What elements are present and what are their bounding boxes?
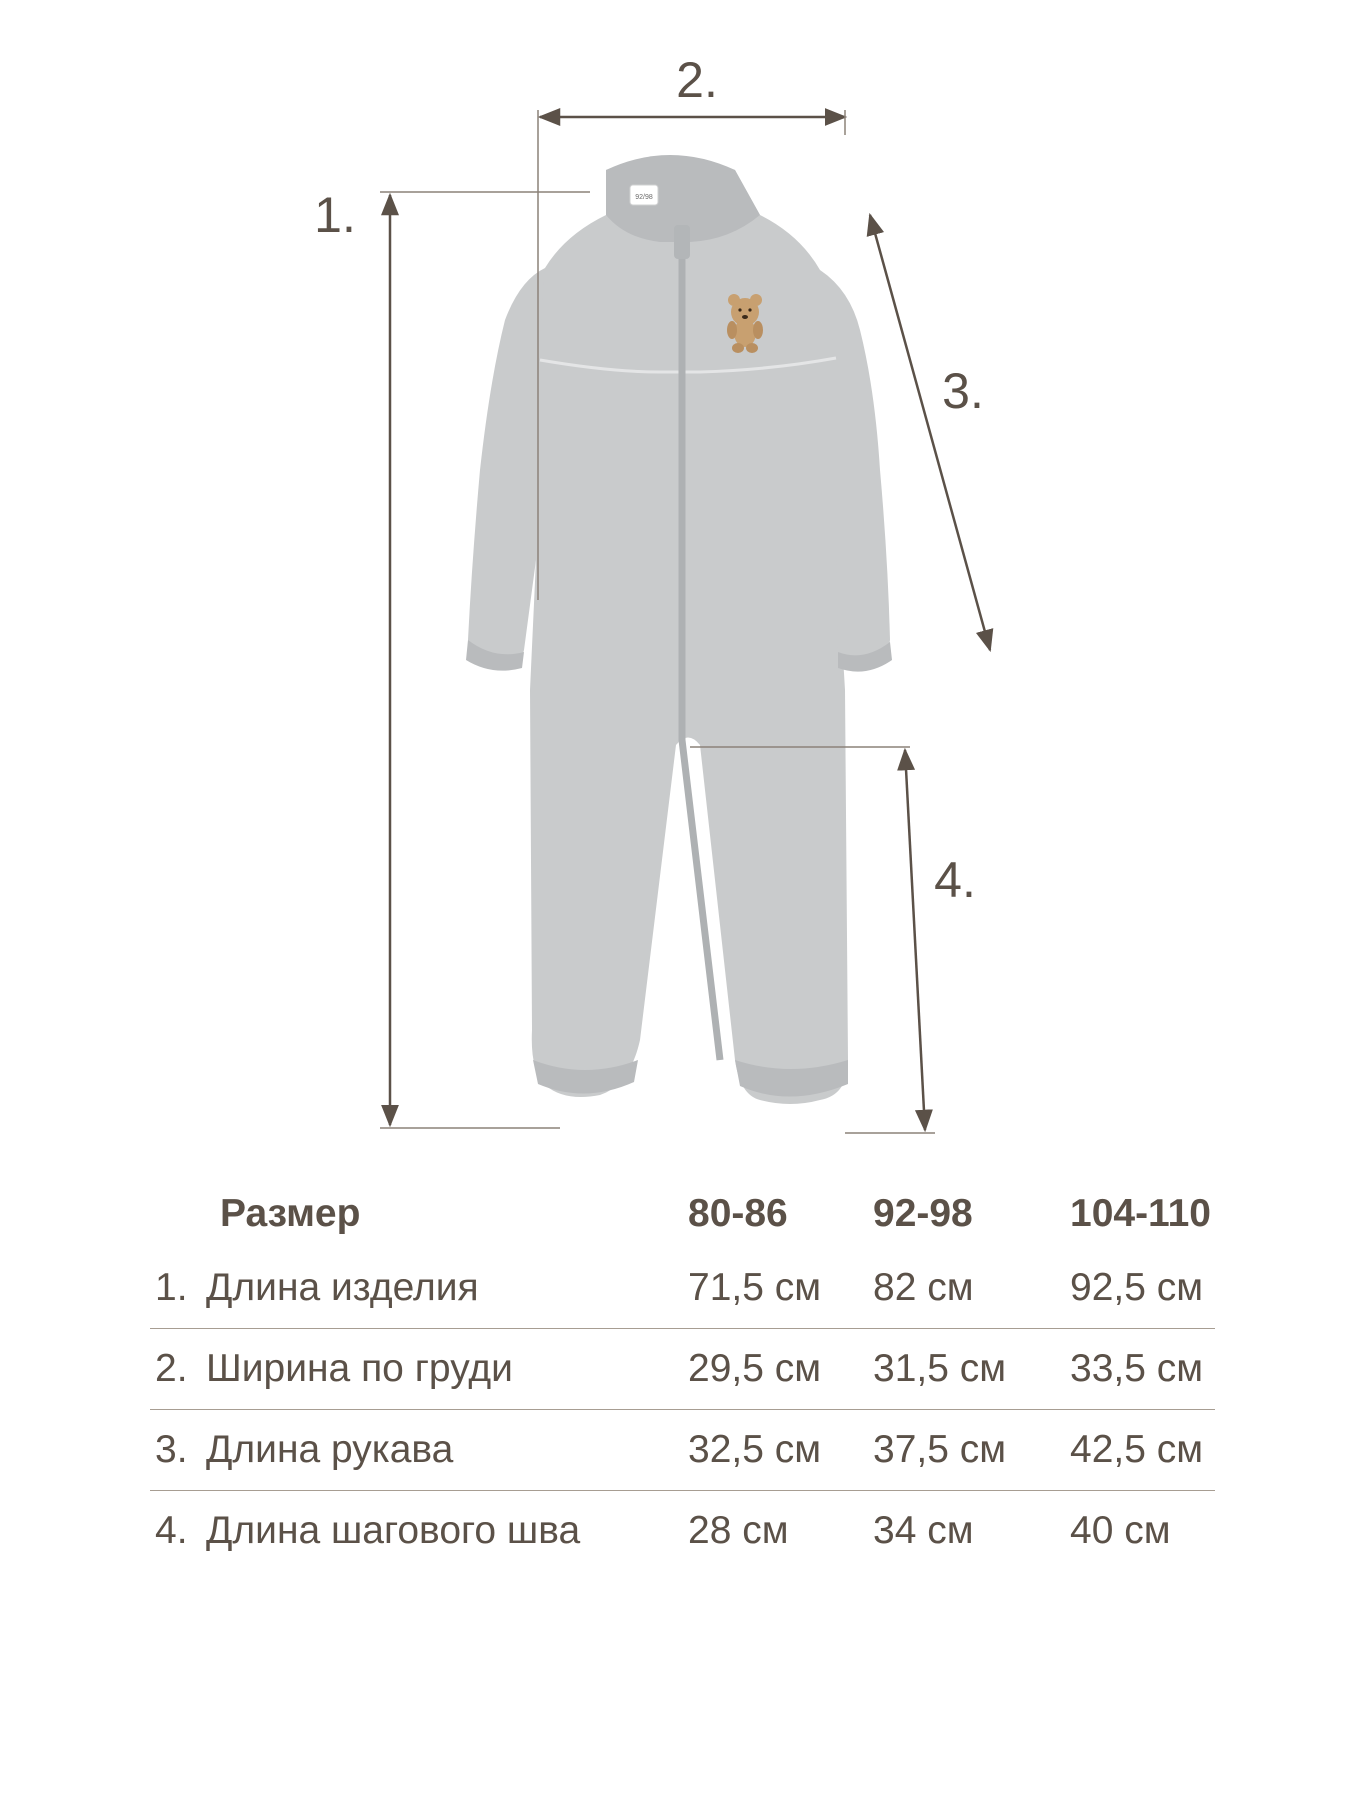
table-row	[150, 1410, 1215, 1491]
row-number: 3.	[155, 1428, 188, 1471]
header-size-2: 92-98	[873, 1192, 973, 1235]
row-value: 33,5 см	[1070, 1347, 1204, 1390]
label-dim-3: 3.	[942, 363, 984, 419]
row-value: 40 см	[1070, 1509, 1171, 1552]
dim-line-inseam	[905, 750, 925, 1130]
row-value: 29,5 см	[688, 1347, 822, 1390]
row-value: 32,5 см	[688, 1428, 822, 1471]
row-number: 1.	[155, 1266, 188, 1309]
jumpsuit-body	[530, 158, 848, 1105]
row-value: 71,5 см	[688, 1266, 822, 1309]
row-value: 82 см	[873, 1266, 974, 1309]
jumpsuit-left-sleeve	[468, 268, 545, 665]
table-row	[150, 1329, 1215, 1410]
row-value: 28 см	[688, 1509, 789, 1552]
table-row	[150, 1248, 1215, 1329]
jumpsuit-image	[466, 155, 892, 1104]
dim-line-sleeve	[870, 215, 990, 650]
header-size-1: 80-86	[688, 1192, 788, 1235]
row-label: Ширина по груди	[206, 1347, 513, 1390]
header-size-label: Размер	[220, 1192, 361, 1235]
row-label: Длина рукава	[206, 1428, 454, 1471]
label-dim-2: 2.	[676, 52, 718, 108]
row-label: Длина шагового шва	[206, 1509, 581, 1552]
row-number: 2.	[155, 1347, 188, 1390]
header-size-3: 104-110	[1070, 1192, 1211, 1235]
row-value: 37,5 см	[873, 1428, 1007, 1471]
label-dim-1: 1.	[314, 187, 356, 243]
row-value: 34 см	[873, 1509, 974, 1552]
row-value: 31,5 см	[873, 1347, 1007, 1390]
row-label: Длина изделия	[206, 1266, 479, 1309]
row-value: 92,5 см	[1070, 1266, 1204, 1309]
table-row	[150, 1491, 1215, 1571]
table-header-row	[150, 1180, 1215, 1248]
row-number: 4.	[155, 1509, 188, 1552]
size-table	[150, 1180, 1215, 1571]
brand-tag-text: 92/98	[635, 194, 653, 201]
row-value: 42,5 см	[1070, 1428, 1204, 1471]
label-dim-4: 4.	[934, 852, 976, 908]
zipper-pull	[674, 225, 690, 259]
